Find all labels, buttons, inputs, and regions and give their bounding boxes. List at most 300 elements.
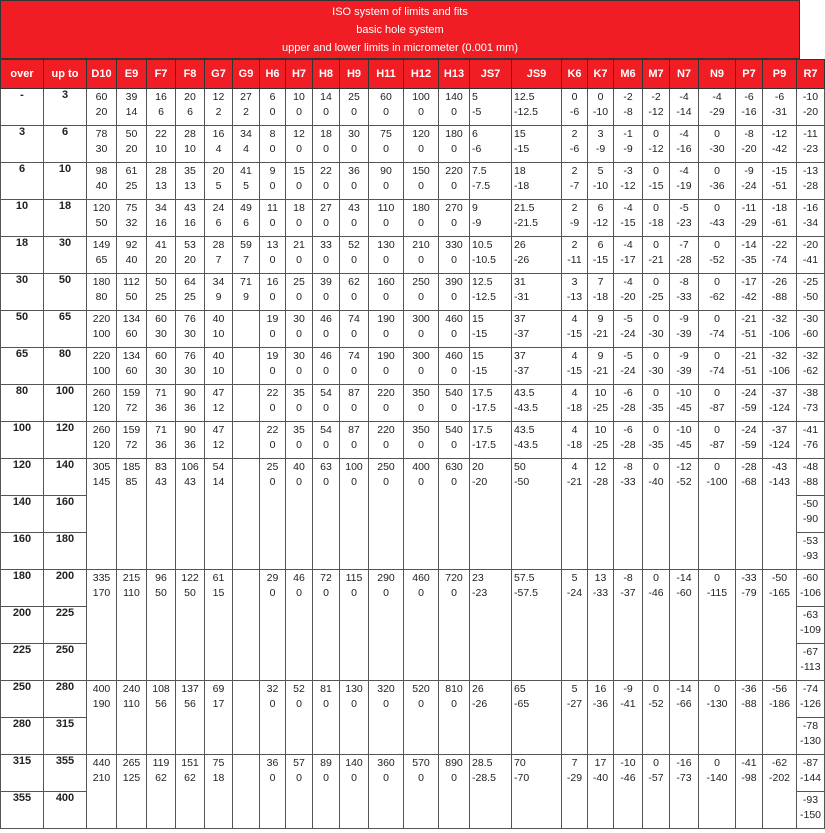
value-cell (233, 459, 260, 570)
lower-limit: 0 (451, 587, 457, 599)
column-header: N7 (670, 60, 699, 89)
column-header: E9 (117, 60, 147, 89)
range-over: 100 (1, 422, 44, 459)
lower-limit: 12 (212, 439, 225, 451)
value-cell (87, 89, 117, 126)
value-cell (643, 274, 670, 311)
value-cell (117, 274, 147, 311)
upper-limit (235, 348, 257, 363)
upper-limit: -53 (802, 535, 819, 547)
value-cell (699, 200, 736, 237)
lower-limit: 0 (418, 254, 424, 266)
upper-limit: 0 (653, 276, 659, 288)
lower-limit: 170 (92, 587, 111, 599)
value-cell (260, 755, 286, 829)
value-cell (87, 570, 117, 681)
value-cell (643, 311, 670, 348)
upper-limit: 90 (184, 424, 196, 436)
lower-limit: 0 (269, 439, 276, 451)
lower-limit: 30 (184, 328, 196, 340)
value-cell (643, 126, 670, 163)
column-header: H12 (404, 60, 439, 89)
column-header: H6 (260, 60, 286, 89)
upper-limit: 260 (92, 387, 111, 399)
column-header: H11 (369, 60, 404, 89)
lower-limit: -65 (514, 698, 530, 710)
value-cell (643, 200, 670, 237)
upper-limit: 137 (181, 683, 199, 695)
value-cell (512, 311, 562, 348)
lower-limit: -42 (771, 143, 788, 155)
lower-limit: 0 (383, 365, 389, 377)
upper-limit: 0 (714, 350, 720, 362)
lower-limit: -42 (741, 291, 757, 303)
upper-limit: -10 (802, 91, 819, 103)
upper-limit: 540 (445, 424, 463, 436)
upper-limit: 37 (514, 350, 526, 362)
value-cell (147, 755, 176, 829)
value-cell (562, 422, 588, 459)
lower-limit: 0 (269, 291, 276, 303)
value-cell (736, 274, 763, 311)
upper-limit: 34 (240, 128, 252, 140)
range-over: 280 (1, 718, 44, 755)
value-cell (670, 570, 699, 681)
value-cell (797, 570, 825, 607)
lower-limit: 0 (323, 254, 329, 266)
lower-limit (235, 585, 257, 600)
value-cell (117, 681, 147, 755)
upper-limit: 4 (571, 350, 578, 362)
value-cell (512, 89, 562, 126)
upper-limit: 64 (184, 276, 196, 288)
value-cell (439, 237, 470, 274)
value-cell (562, 385, 588, 422)
value-cell (670, 126, 699, 163)
lower-limit: 0 (383, 106, 389, 118)
value-cell (286, 755, 313, 829)
value-cell (670, 755, 699, 829)
lower-limit: -11 (567, 254, 582, 266)
value-cell (643, 89, 670, 126)
upper-limit: 2 (571, 165, 578, 177)
lower-limit: 30 (155, 328, 167, 340)
value-cell (176, 237, 205, 274)
range-up-to: 250 (44, 644, 87, 681)
lower-limit: 0 (451, 254, 457, 266)
value-cell (260, 570, 286, 681)
upper-limit: 250 (412, 276, 430, 288)
value-cell (512, 200, 562, 237)
range-up-to: 100 (44, 385, 87, 422)
lower-limit (235, 363, 257, 378)
value-cell (670, 459, 699, 570)
upper-limit: 7 (571, 757, 578, 769)
lower-limit: 125 (122, 772, 141, 784)
value-cell (643, 681, 670, 755)
upper-limit: 119 (152, 757, 170, 769)
table-row (1, 348, 825, 385)
lower-limit: 0 (296, 180, 302, 192)
upper-limit: 8 (269, 128, 276, 140)
value-cell (286, 422, 313, 459)
upper-limit: 0 (653, 683, 659, 695)
upper-limit: -8 (623, 572, 633, 584)
lower-limit: 6 (215, 217, 222, 229)
upper-limit: 0 (714, 757, 720, 769)
lower-limit: -60 (802, 328, 819, 340)
range-up-to: 200 (44, 570, 87, 607)
upper-limit: 20 (472, 461, 484, 473)
value-cell (470, 755, 512, 829)
column-header: M7 (643, 60, 670, 89)
value-cell (404, 681, 439, 755)
lower-limit: -10.5 (472, 254, 496, 266)
upper-limit: 300 (412, 350, 430, 362)
value-cell (87, 126, 117, 163)
range-up-to: 140 (44, 459, 87, 496)
upper-limit: 25 (293, 276, 305, 288)
upper-limit: 0 (597, 91, 604, 103)
lower-limit: 0 (269, 254, 276, 266)
upper-limit: 180 (445, 128, 463, 140)
value-cell (87, 348, 117, 385)
header-row (1, 60, 825, 89)
lower-limit: -26 (472, 698, 488, 710)
upper-limit: -24 (741, 424, 757, 436)
lower-limit: 0 (323, 143, 329, 155)
lower-limit: -62 (802, 365, 819, 377)
upper-limit: 120 (92, 202, 111, 214)
table-row (1, 755, 825, 792)
lower-limit: -76 (802, 439, 819, 451)
upper-limit: 12 (212, 91, 225, 103)
value-cell (797, 422, 825, 459)
value-cell (470, 126, 512, 163)
value-cell (512, 348, 562, 385)
upper-limit: -41 (802, 424, 819, 436)
value-cell (340, 385, 369, 422)
range-up-to: 400 (44, 792, 87, 829)
lower-limit: 50 (125, 291, 138, 303)
lower-limit: -33 (620, 476, 636, 488)
lower-limit: 0 (418, 587, 424, 599)
upper-limit: 220 (377, 424, 395, 436)
lower-limit: -24 (741, 180, 757, 192)
value-cell (147, 89, 176, 126)
upper-limit: -37 (771, 387, 788, 399)
lower-limit: 0 (269, 402, 276, 414)
lower-limit: -130 (706, 698, 728, 710)
range-up-to: 80 (44, 348, 87, 385)
value-cell (87, 163, 117, 200)
value-cell (205, 755, 233, 829)
upper-limit: 360 (377, 757, 395, 769)
lower-limit: -31 (514, 291, 530, 303)
upper-limit: 300 (412, 313, 430, 325)
value-cell (614, 274, 643, 311)
upper-limit: 460 (445, 313, 463, 325)
lower-limit: -10 (592, 180, 609, 192)
upper-limit: 110 (377, 202, 395, 214)
value-cell (699, 126, 736, 163)
upper-limit: 22 (320, 165, 332, 177)
upper-limit: 17.5 (472, 424, 493, 436)
value-cell (404, 274, 439, 311)
range-over: 10 (1, 200, 44, 237)
lower-limit: 0 (451, 439, 457, 451)
lower-limit: -5 (472, 106, 482, 118)
lower-limit: 210 (92, 772, 111, 784)
lower-limit: -18 (592, 291, 609, 303)
lower-limit: -25 (592, 402, 609, 414)
value-cell (439, 311, 470, 348)
value-cell (614, 570, 643, 681)
lower-limit: 0 (323, 217, 329, 229)
value-cell (670, 385, 699, 422)
value-cell (260, 237, 286, 274)
upper-limit: -5 (679, 202, 689, 214)
value-cell (176, 126, 205, 163)
lower-limit: -61 (771, 217, 788, 229)
table-body (1, 89, 825, 829)
value-cell (233, 237, 260, 274)
value-cell (313, 570, 340, 681)
value-cell (233, 385, 260, 422)
value-cell (512, 163, 562, 200)
value-cell (736, 237, 763, 274)
upper-limit: -7 (679, 239, 689, 251)
lower-limit: 110 (123, 698, 140, 710)
lower-limit: 0 (383, 698, 389, 710)
upper-limit: -4 (623, 202, 633, 214)
value-cell (670, 163, 699, 200)
range-over: 6 (1, 163, 44, 200)
lower-limit: -88 (771, 291, 788, 303)
range-up-to: 355 (44, 755, 87, 792)
lower-limit: 7 (243, 254, 249, 266)
value-cell (736, 348, 763, 385)
lower-limit: 40 (125, 254, 138, 266)
value-cell (147, 348, 176, 385)
upper-limit: 115 (345, 572, 363, 584)
value-cell (439, 570, 470, 681)
upper-limit: 0 (653, 461, 659, 473)
upper-limit: 35 (184, 165, 196, 177)
value-cell (643, 237, 670, 274)
value-cell (233, 755, 260, 829)
value-cell (512, 126, 562, 163)
value-cell (512, 274, 562, 311)
upper-limit: 87 (348, 424, 360, 436)
value-cell (736, 89, 763, 126)
lower-limit: 13 (184, 180, 196, 192)
upper-limit: -4 (679, 165, 689, 177)
upper-limit: 4 (571, 424, 578, 436)
upper-limit: 220 (92, 313, 111, 325)
lower-limit: -24 (620, 328, 636, 340)
upper-limit: 83 (155, 461, 167, 473)
upper-limit: 61 (212, 572, 225, 584)
upper-limit: 2 (571, 128, 578, 140)
value-cell (643, 422, 670, 459)
upper-limit: -14 (676, 572, 692, 584)
lower-limit: -40 (648, 476, 664, 488)
value-cell (176, 200, 205, 237)
upper-limit: 50 (125, 128, 138, 140)
upper-limit: 112 (123, 276, 140, 288)
column-header: K6 (562, 60, 588, 89)
lower-limit: -45 (676, 439, 692, 451)
upper-limit: 0 (653, 387, 659, 399)
upper-limit: -16 (802, 202, 819, 214)
upper-limit: 28.5 (472, 757, 493, 769)
table-row (1, 89, 825, 126)
value-cell (588, 348, 614, 385)
lower-limit: -87 (709, 439, 725, 451)
lower-limit: 13 (155, 180, 167, 192)
upper-limit: 19 (266, 313, 279, 325)
upper-limit: 3 (571, 276, 578, 288)
range-over: 250 (1, 681, 44, 718)
upper-limit: 50 (155, 276, 167, 288)
value-cell (313, 681, 340, 755)
value-cell (147, 126, 176, 163)
upper-limit: 23 (472, 572, 484, 584)
lower-limit: -66 (676, 698, 692, 710)
value-cell (736, 681, 763, 755)
lower-limit: -6 (569, 143, 580, 155)
value-cell (147, 200, 176, 237)
upper-limit: 87 (348, 387, 360, 399)
value-cell (176, 755, 205, 829)
value-cell (736, 385, 763, 422)
lower-limit: 0 (269, 180, 276, 192)
lower-limit: -18 (566, 402, 583, 414)
value-cell (404, 385, 439, 422)
upper-limit: -32 (802, 350, 819, 362)
lower-limit: 36 (184, 439, 196, 451)
value-cell (763, 163, 797, 200)
value-cell (369, 570, 404, 681)
lower-limit: 120 (92, 402, 111, 414)
value-cell (470, 237, 512, 274)
value-cell (87, 422, 117, 459)
value-cell (562, 89, 588, 126)
value-cell (147, 163, 176, 200)
value-cell (176, 385, 205, 422)
upper-limit: -4 (679, 91, 689, 103)
value-cell (588, 274, 614, 311)
upper-limit: 100 (412, 91, 430, 103)
value-cell (670, 274, 699, 311)
lower-limit: -50 (514, 476, 530, 488)
upper-limit: -9 (744, 165, 754, 177)
value-cell (117, 311, 147, 348)
value-cell (670, 200, 699, 237)
lower-limit: -15 (592, 254, 609, 266)
lower-limit: -37 (514, 365, 530, 377)
lower-limit: 0 (323, 106, 329, 118)
value-cell (147, 570, 176, 681)
upper-limit: 43.5 (514, 424, 535, 436)
lower-limit: -17 (620, 254, 636, 266)
value-cell (614, 385, 643, 422)
upper-limit: 17 (594, 757, 607, 769)
value-cell (562, 311, 588, 348)
lower-limit: -87 (709, 402, 725, 414)
upper-limit: 27 (240, 91, 252, 103)
lower-limit: 2 (243, 106, 249, 118)
value-cell (404, 570, 439, 681)
lower-limit: -28 (802, 180, 819, 192)
value-cell (117, 89, 147, 126)
value-cell (763, 570, 797, 681)
value-cell (260, 311, 286, 348)
value-cell (369, 163, 404, 200)
lower-limit: -106 (799, 587, 821, 599)
value-cell (470, 385, 512, 422)
lower-limit (235, 696, 257, 711)
upper-limit: 50 (514, 461, 526, 473)
lower-limit: -68 (741, 476, 757, 488)
value-cell (614, 163, 643, 200)
upper-limit: -1 (623, 128, 633, 140)
upper-limit: 70 (514, 757, 526, 769)
lower-limit: -7.5 (472, 180, 491, 192)
value-cell (588, 237, 614, 274)
lower-limit: -43.5 (514, 402, 538, 414)
value-cell (340, 681, 369, 755)
column-header: G9 (233, 60, 260, 89)
lower-limit: -93 (802, 550, 819, 562)
value-cell (439, 459, 470, 570)
value-cell (512, 570, 562, 681)
value-cell (205, 570, 233, 681)
lower-limit: 0 (451, 698, 457, 710)
value-cell (763, 237, 797, 274)
lower-limit: -46 (648, 587, 664, 599)
lower-limit: 30 (184, 365, 196, 377)
value-cell (763, 126, 797, 163)
upper-limit: 46 (320, 350, 332, 362)
value-cell (340, 274, 369, 311)
upper-limit: 440 (92, 757, 111, 769)
value-cell (205, 348, 233, 385)
value-cell (588, 755, 614, 829)
value-cell (313, 385, 340, 422)
upper-limit: 40 (212, 313, 225, 325)
value-cell (736, 200, 763, 237)
table-row (1, 163, 825, 200)
upper-limit: 71 (155, 387, 167, 399)
lower-limit: -9 (569, 217, 580, 229)
upper-limit: 40 (293, 461, 305, 473)
upper-limit: -12 (676, 461, 692, 473)
range-up-to: 65 (44, 311, 87, 348)
value-cell (87, 385, 117, 422)
value-cell (117, 422, 147, 459)
value-cell (87, 311, 117, 348)
value-cell (512, 681, 562, 755)
lower-limit: 0 (296, 698, 302, 710)
upper-limit: 18 (320, 128, 332, 140)
value-cell (512, 237, 562, 274)
upper-limit: 220 (445, 165, 463, 177)
upper-limit: 60 (380, 91, 392, 103)
title-line-2: basic hole system (356, 24, 444, 36)
column-header: G7 (205, 60, 233, 89)
